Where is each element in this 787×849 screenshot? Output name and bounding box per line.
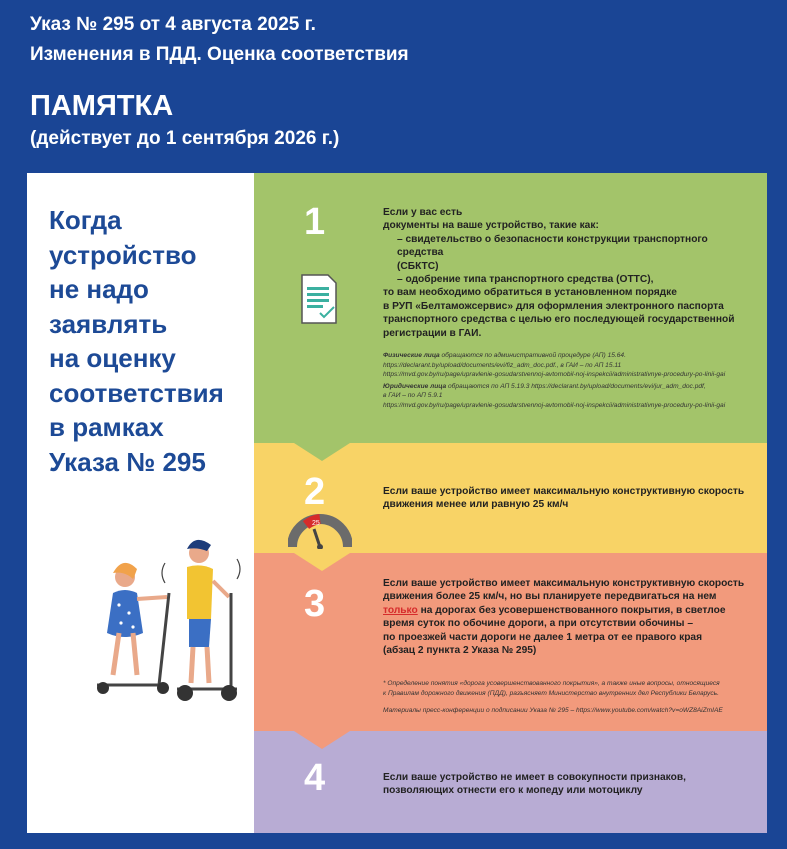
left-title-line: на оценку [49,343,176,373]
text-line: позволяющих отнести его к мопеду или мотоциклу [383,785,643,797]
section-4 [254,731,767,833]
note-text: * Определение понятия «дорога усовершенствованного покрытия», а также иные вопросы, относящиеся [383,680,720,687]
note-label: Юридические лица [383,382,447,390]
section-number: 2 [304,471,326,513]
text-line: транспортного средства с целью его последующей государственной [383,314,735,326]
text-line: по проезжей части дороги не далее 1 метра от ее правого края [383,631,703,643]
section-notes [383,679,763,716]
left-title-line: в рамках [49,412,164,442]
decree-heading: Указ № 295 от 4 августа 2025 г. [30,14,316,35]
note-link[interactable]: https://mvd.gov.by/ru/page/upravlenie-gosudarstvennoj-avtomobil-noj-inspekcii/administrativnye-procedury-po-linii-gai [383,401,726,409]
text-line: документы на ваше устройство, такие как: [383,220,599,232]
section-text [383,206,753,340]
text-line: – свидетельство о безопасности конструкции транспортного средства [397,233,708,259]
left-title-line: не надо [49,274,149,304]
memo-card [27,173,767,833]
text-line: (СБКТС) [397,260,439,272]
left-title-line: соответствия [49,377,224,408]
speedometer-icon [288,513,352,549]
section-1 [254,173,767,443]
text-line: на дорогах без усовершенствованного покрытия, в светлое [417,604,726,616]
memo-title: ПАМЯТКА [30,90,174,122]
section-notes [383,351,763,410]
section-text [383,485,753,512]
arrow-notch [294,443,350,461]
document-icon [300,273,338,325]
text-line: движения более 25 км/ч, но вы планируете передвигаться на нем [383,591,717,603]
text-line: движения менее или равную 25 км/ч [383,499,569,511]
note-label: Физические лица [383,352,440,359]
text-line: Если ваше устройство не имеет в совокупности признаков, [383,772,686,783]
note-link[interactable]: https://mvd.gov.by/ru/page/upravlenie-gosudarstvennoj-avtomobil-noj-inspekcii/administrativnye-procedury-po-linii-gai [383,371,726,378]
left-title-line: заявлять [49,308,168,339]
note-text: в ГАИ – по АП 5.9.1 [383,392,443,399]
validity-subtitle: (действует до 1 сентября 2026 г.) [30,128,340,149]
changes-heading: Изменения в ПДД. Оценка соответствия [30,44,409,65]
text-line: регистрации в ГАИ. [383,327,482,339]
highlight-word: только [383,604,418,616]
text-line: – одобрение типа транспортного средства (ОТТС), [397,274,654,286]
section-number: 3 [304,583,326,625]
text-line: Если ваше устройство имеет максимальную конструктивную скорость [383,486,745,497]
section-text [383,771,753,798]
arrow-notch [294,731,350,749]
note-text: обращаются по АП 5.19.3 https://declarant.by/upload/documents/evi/jur_adm_doc.pdf, [446,382,706,390]
section-number: 1 [304,201,326,243]
left-title [49,203,249,479]
text-line: в РУП «Белтаможсервис» для оформления электронного паспорта [383,300,724,312]
section-text [383,577,753,657]
text-line: Если ваше устройство имеет максимальную конструктивную скорость [383,578,745,589]
text-line: время суток по обочине дороги, а при отсутствии обочины – [383,618,693,630]
section-2 [254,443,767,553]
section-3 [254,553,767,731]
scooter-riders-illustration [77,533,247,713]
gauge-label: 25 [312,520,320,527]
text-line: (абзац 2 пункта 2 Указа № 295) [383,645,537,657]
left-title-line: устройство [49,239,197,270]
note-text: https://declarant.by/upload/documents/evi/fiz_adm_doc.pdf., в ГАИ – по АП 15.11 [383,361,622,369]
text-line: то вам необходимо обратиться в установленном порядке [383,287,677,299]
note-text: к Правилам дорожного движения (ПДД), разъясняет Министерство внутренних дел Республики Беларусь. [383,689,719,697]
note-text: обращаются по административной процедуре (АП) 15.64. [439,352,626,359]
text-line: Если у вас есть [383,207,463,218]
left-title-line: Когда [49,205,122,235]
note-link[interactable]: Материалы пресс-конференции о подписании Указа № 295 – https://www.youtube.com/watch?v=oWZ8AiZmIAE [383,707,723,714]
section-number: 4 [304,757,326,799]
left-title-line: Указа № 295 [49,446,206,477]
arrow-notch [294,553,350,571]
